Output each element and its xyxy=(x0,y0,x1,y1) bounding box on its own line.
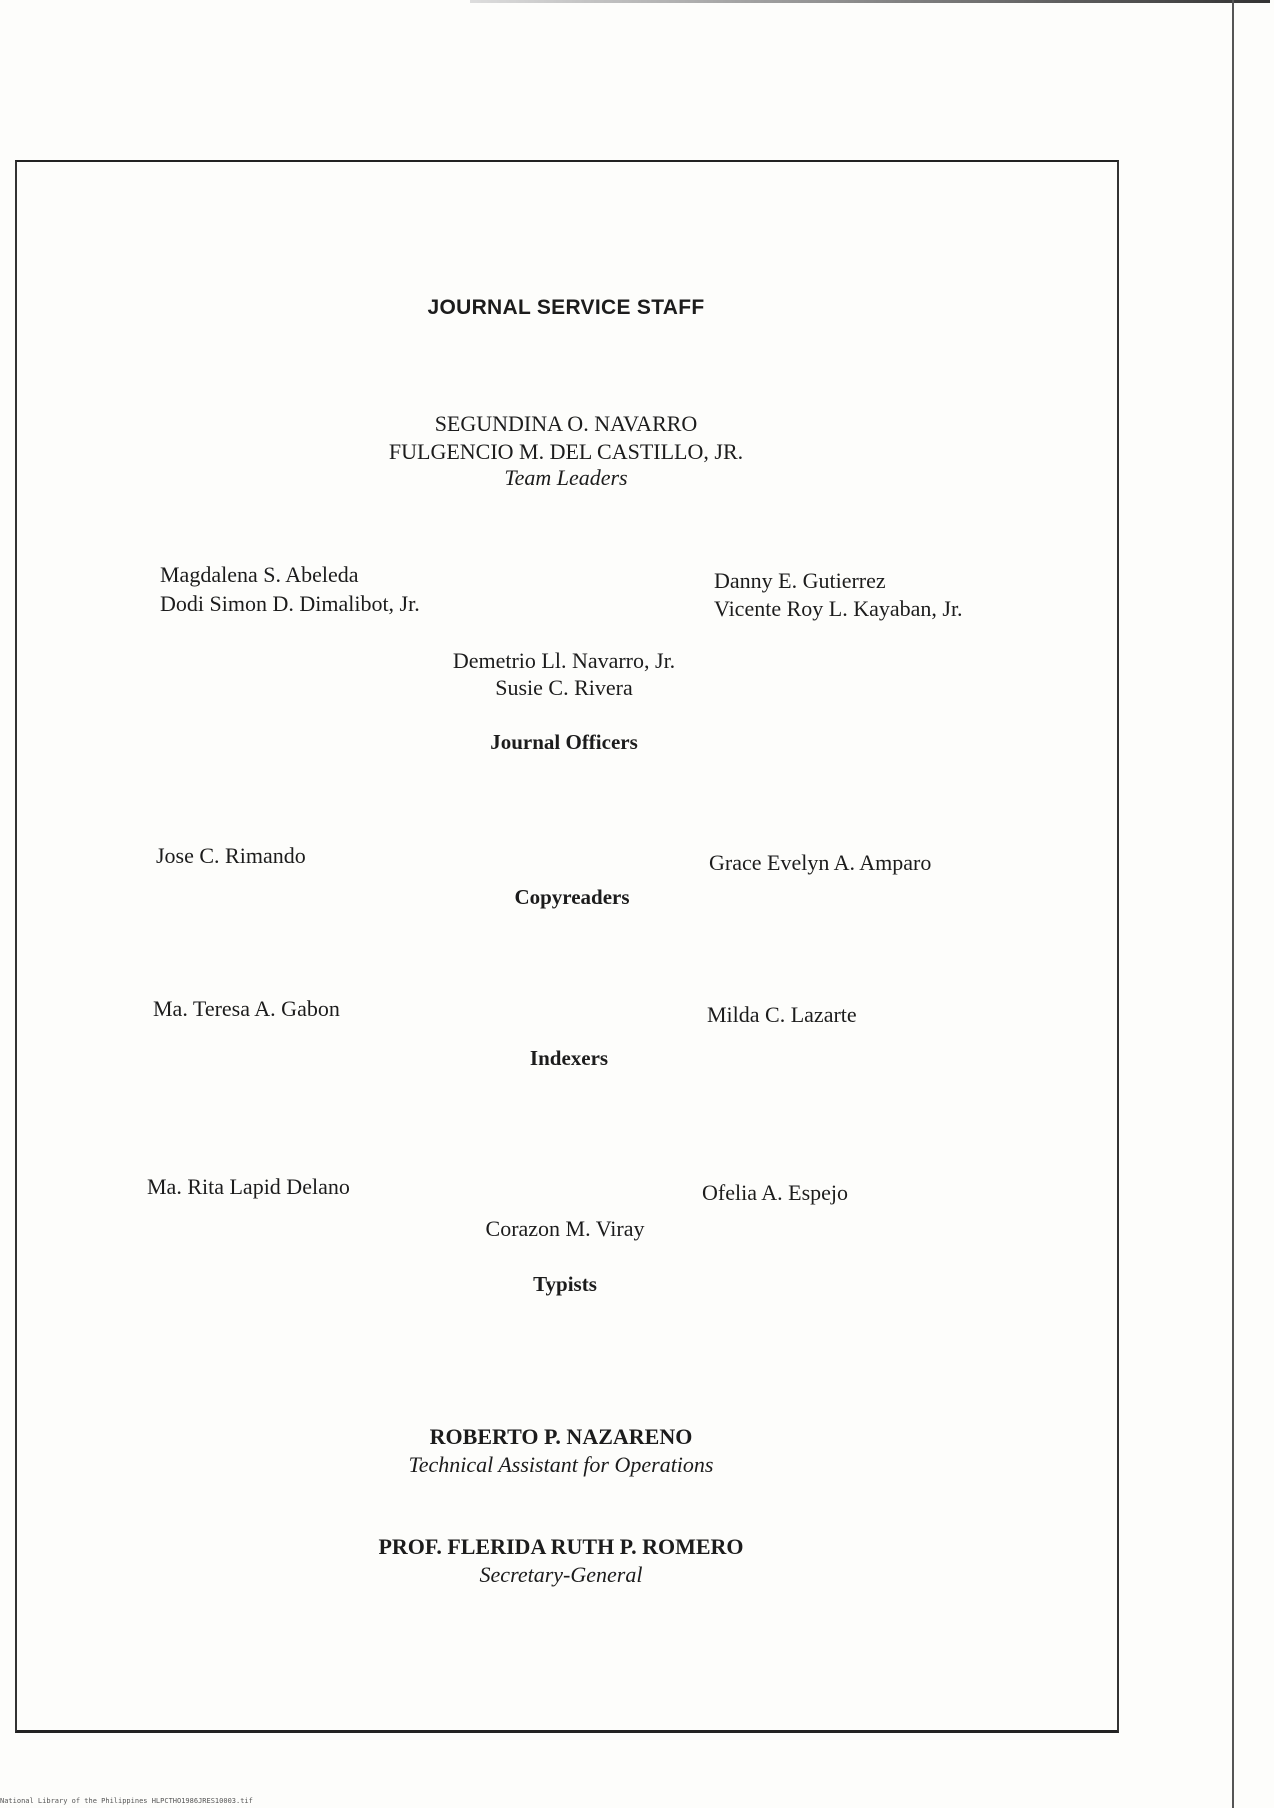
page-title: JOURNAL SERVICE STAFF xyxy=(427,296,705,319)
indexers-role: Indexers xyxy=(529,1046,609,1070)
technical-assistant-role: Technical Assistant for Operations xyxy=(408,1452,714,1477)
typist-name: Ofelia A. Espejo xyxy=(702,1180,849,1205)
journal-officer-name: Danny E. Gutierrez xyxy=(714,568,886,593)
scan-top-edge xyxy=(470,0,1270,3)
secretary-general-name: PROF. FLERIDA RUTH P. ROMERO xyxy=(378,1534,744,1559)
typists-role: Typists xyxy=(533,1272,597,1296)
scan-right-edge xyxy=(1232,0,1234,1808)
team-leader-name: FULGENCIO M. DEL CASTILLO, JR. xyxy=(388,439,744,464)
journal-officer-name: Demetrio Ll. Navarro, Jr. xyxy=(452,648,676,673)
journal-officer-name: Vicente Roy L. Kayaban, Jr. xyxy=(714,596,963,621)
team-leader-name: SEGUNDINA O. NAVARRO xyxy=(434,411,698,436)
typist-name: Ma. Rita Lapid Delano xyxy=(147,1174,350,1199)
indexer-name: Ma. Teresa A. Gabon xyxy=(153,996,340,1021)
journal-officer-name: Dodi Simon D. Dimalibot, Jr. xyxy=(160,591,420,616)
journal-officer-name: Magdalena S. Abeleda xyxy=(160,562,359,587)
typist-name: Corazon M. Viray xyxy=(485,1216,645,1241)
copyreader-name: Grace Evelyn A. Amparo xyxy=(709,850,932,875)
journal-officers-role: Journal Officers xyxy=(490,730,638,754)
team-leaders-role: Team Leaders xyxy=(504,465,628,490)
journal-officer-name: Susie C. Rivera xyxy=(495,675,633,700)
secretary-general-role: Secretary-General xyxy=(479,1562,643,1587)
page-border xyxy=(15,160,1119,1733)
copyreader-name: Jose C. Rimando xyxy=(156,843,306,868)
technical-assistant-name: ROBERTO P. NAZARENO xyxy=(429,1424,693,1449)
indexer-name: Milda C. Lazarte xyxy=(707,1002,857,1027)
scan-footer-note: National Library of the Philippines HLPCTHO1986JRES10003.tif xyxy=(0,1797,253,1805)
copyreaders-role: Copyreaders xyxy=(514,885,630,909)
